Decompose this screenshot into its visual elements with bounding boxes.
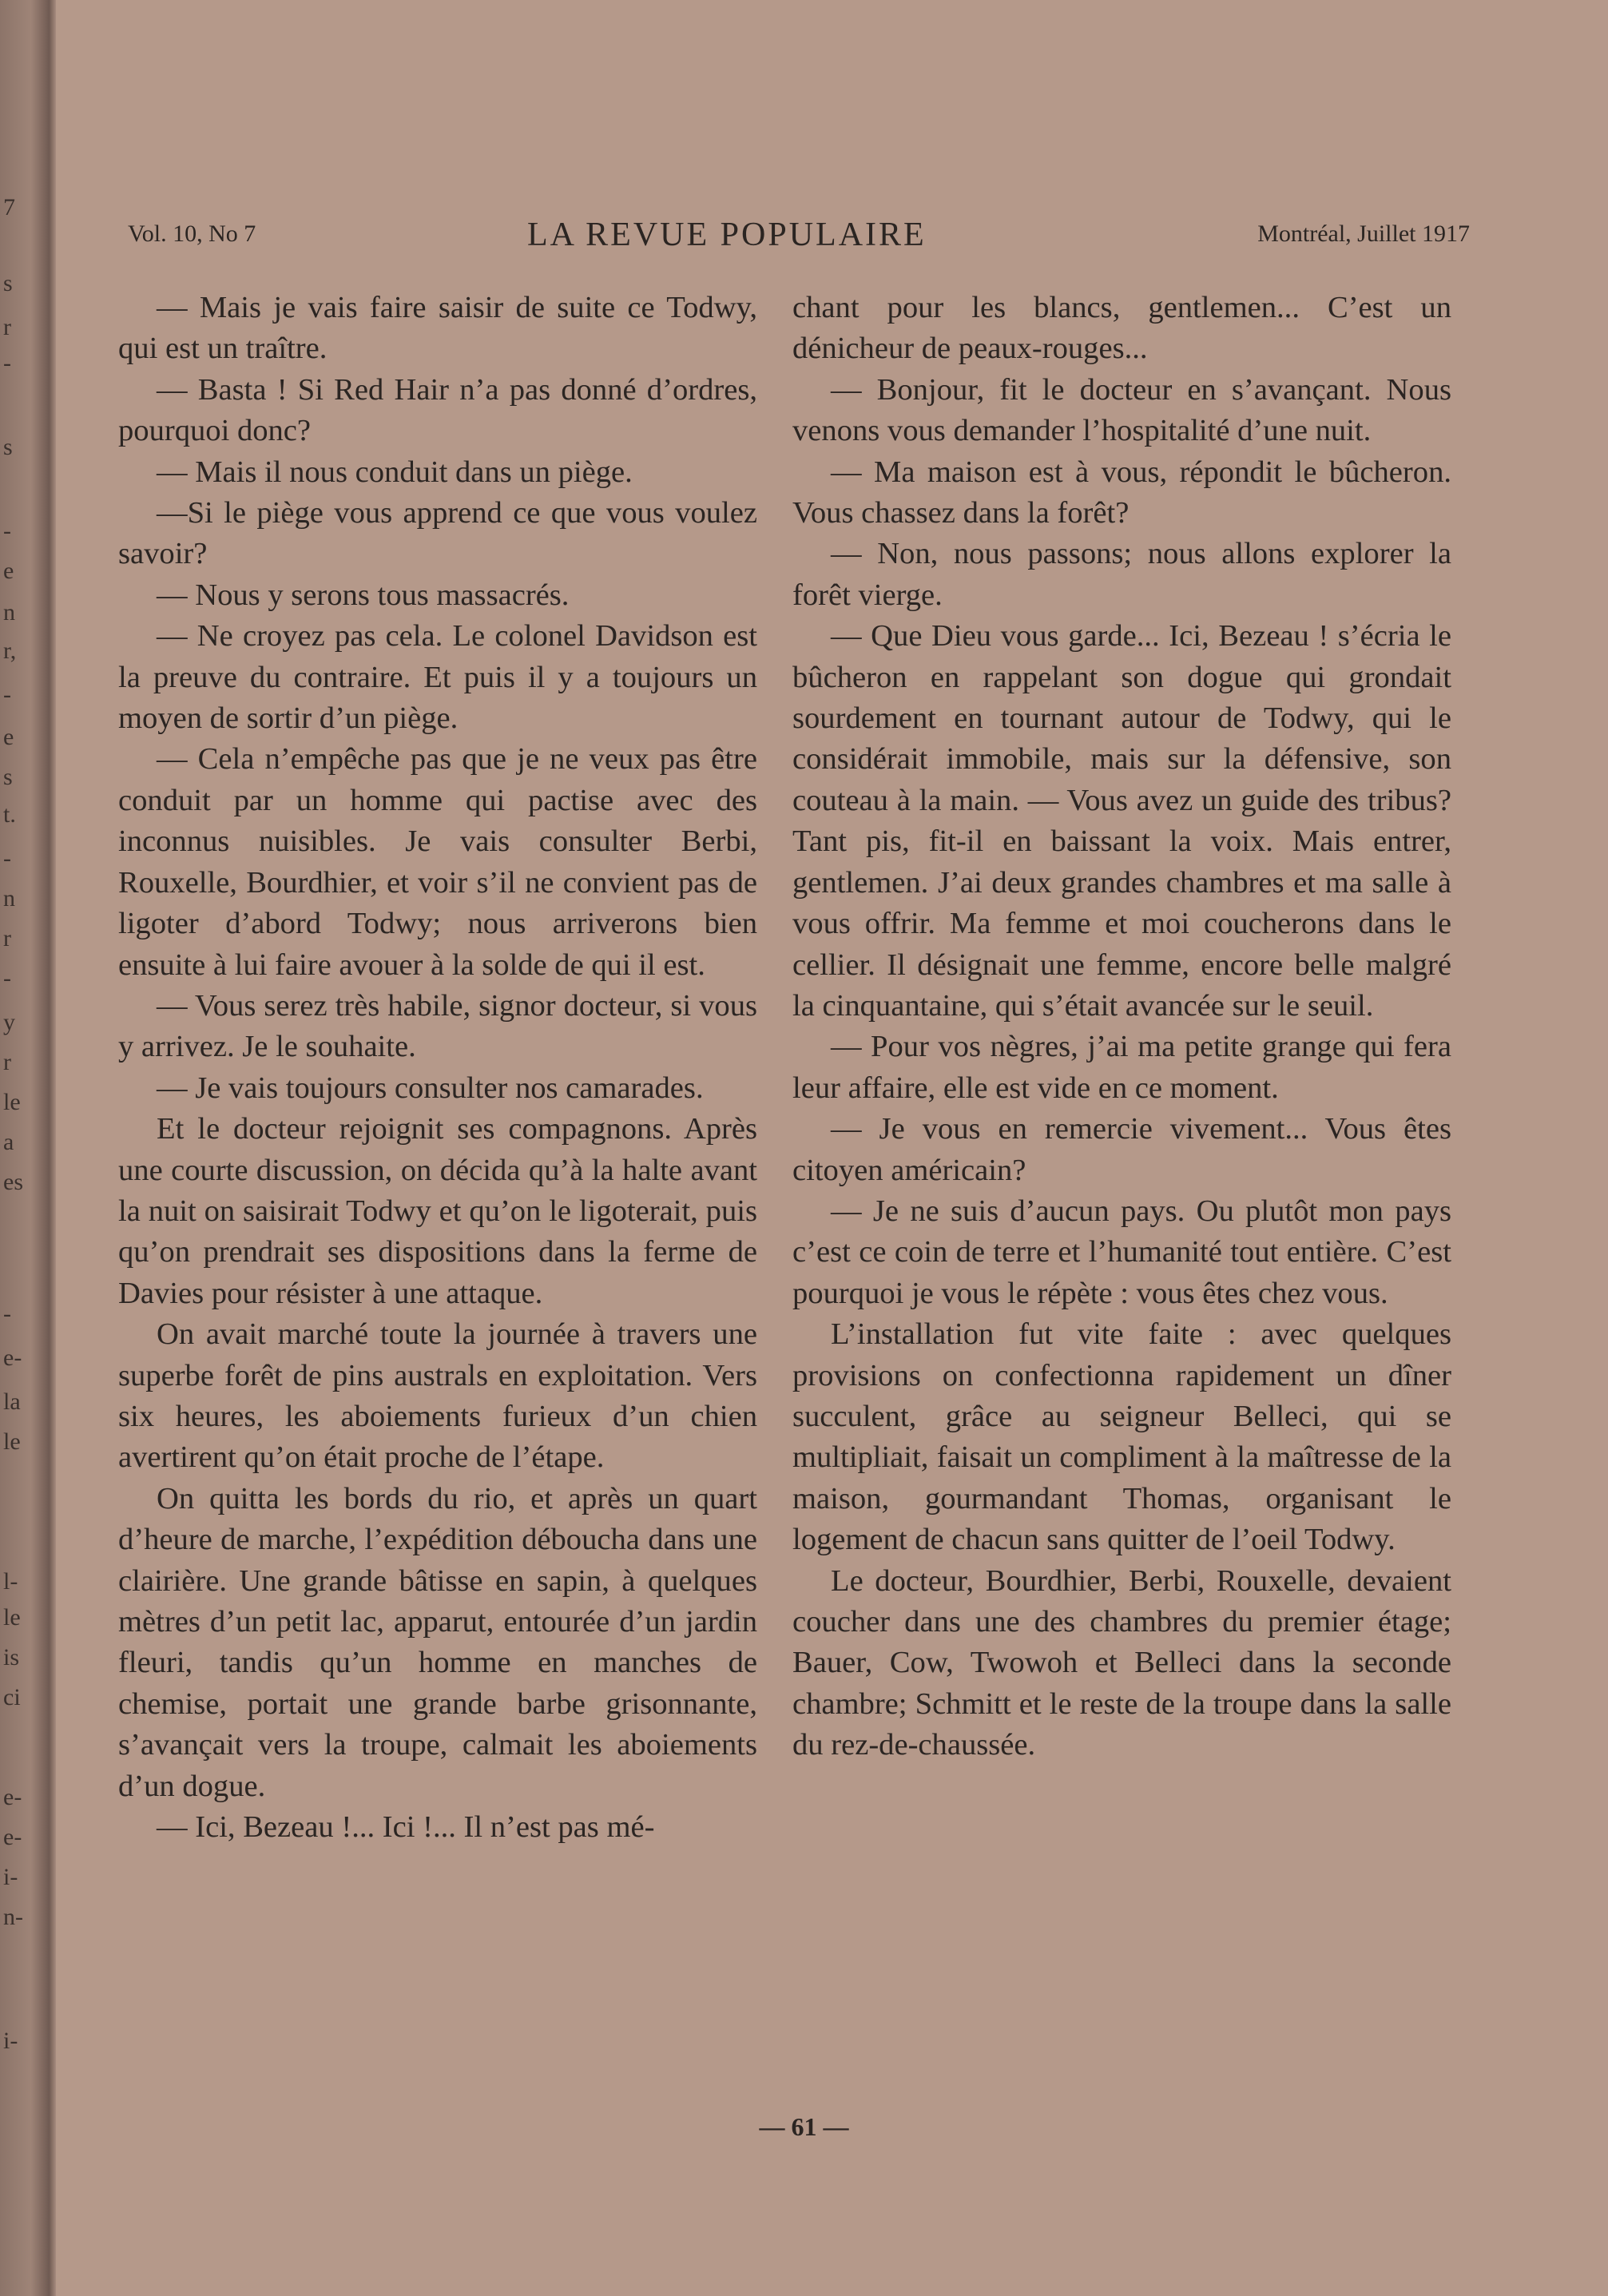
gutter-fragment: n-: [3, 1904, 23, 1930]
gutter-fragment: le: [3, 1089, 21, 1115]
gutter-fragment: -: [3, 965, 11, 991]
gutter-fragment: -: [3, 350, 11, 376]
gutter-fragment: r: [3, 1049, 11, 1075]
paragraph: — Mais il nous conduit dans un piège.: [157, 455, 633, 489]
paragraph: — Pour vos nègres, j’ai ma petite grange qui fera leur affaire, elle est vide en ce moment.: [792, 1030, 1451, 1105]
paragraph: — Ici, Bezeau !... Ici !... Il n’est pas mé-: [157, 1810, 655, 1845]
gutter-fragment: is: [3, 1644, 20, 1670]
gutter-fragment: s: [3, 434, 13, 460]
paragraph: — Nous y serons tous massacrés.: [157, 578, 570, 612]
paragraph: — Ma maison est à vous, répondit le bûcheron. Vous chassez dans la forêt?: [792, 455, 1451, 530]
gutter-fragment: r: [3, 925, 11, 951]
left-column: [118, 288, 757, 1848]
paragraph: — Mais je vais faire saisir de suite ce Todwy, qui est un traître.: [118, 291, 757, 366]
gutter-fragment: -: [3, 681, 11, 708]
paragraph: chant pour les blancs, gentlemen... C’est un dénicheur de peaux-rouges...: [792, 291, 1451, 366]
gutter-fragment: le: [3, 1428, 21, 1455]
gutter-fragment: i-: [3, 1864, 18, 1890]
paragraph: — Je vous en remercie vivement... Vous êtes citoyen américain?: [792, 1112, 1451, 1187]
gutter-fragment: r: [3, 314, 11, 340]
gutter-fragment: i-: [3, 2028, 18, 2054]
gutter-fragment: e: [3, 724, 14, 750]
gutter-fragment: -: [3, 845, 11, 872]
gutter-fragment: l-: [3, 1568, 18, 1595]
paragraph: — Cela n’empêche pas que je ne veux pas être conduit par un homme qui pactise avec des inconnus nuisibles. Je vais consulter Berbi, Rouxelle, Bourdhier, et voir s’il ne convient pas de ligoter d’abord Todwy; nous arriverons bien ensuite à lui faire avouer à la solde de qui il est.: [118, 742, 757, 982]
gutter-fragment: n: [3, 885, 15, 912]
gutter-fragment: t.: [3, 801, 16, 828]
gutter-fragment: e: [3, 558, 14, 584]
paragraph: Le docteur, Bourdhier, Berbi, Rouxelle, devaient coucher dans une des chambres du premier étage; Bauer, Cow, Twowoh et Belleci dans la seconde chambre; Schmitt et le reste de la troupe dans la salle du rez-de-chaussée.: [792, 1563, 1451, 1762]
gutter-fragment: s: [3, 764, 13, 790]
gutter-fragment: -: [3, 518, 11, 544]
gutter-fragment: e-: [3, 1824, 22, 1850]
paragraph: — Ne croyez pas cela. Le colonel Davidson est la preuve du contraire. Et puis il y a toujours un moyen de sortir d’un piège.: [118, 619, 757, 736]
header-title: LA REVUE POPULAIRE: [527, 216, 927, 253]
paragraph: On quitta les bords du rio, et après un quart d’heure de marche, l’expédition déboucha dans une clairière. Une grande bâtisse en sapin, à quelques mètres d’un petit lac, apparut, entourée d’un jardin fleuri, tandis qu’un homme en manches de chemise, portait une grande barbe grisonnante, s’avançait vers la troupe, calmait les aboiements d’un dogue.: [118, 1481, 757, 1803]
paragraph: — Que Dieu vous garde... Ici, Bezeau ! s’écria le bûcheron en rappelant son dogue qui grondait sourdement en tournant autour de Todwy, qui le considérait immobile, mais sur la défensive, son couteau à la main. — Vous avez un guide des tribus? Tant pis, fit-il en baissant la voix. Mais entrer, gentlemen. J’ai deux grandes chambres et ma salle à vous offrir. Ma femme et moi coucherons dans le cellier. Il désignait une femme, encore belle malgré la cinquantaine, qui s’était avancée sur le seuil.: [792, 619, 1451, 1023]
gutter-fragment: es: [3, 1169, 23, 1195]
gutter-fragment: ci: [3, 1684, 21, 1710]
gutter-fragment: e-: [3, 1345, 22, 1371]
gutter-fragment: r,: [3, 638, 17, 664]
paragraph: L’installation fut vite faite : avec quelques provisions on confectionna rapidement un dîner succulent, grâce au seigneur Belleci, qui se multipliait, faisait un compliment à la maîtresse de la maison, gourmandant Thomas, organisant le logement de chacun sans quitter de l’oeil Todwy.: [792, 1317, 1451, 1557]
page-header: [128, 216, 1470, 268]
gutter-fragment: n: [3, 599, 15, 626]
paragraph: — Bonjour, fit le docteur en s’avançant. Nous venons vous demander l’hospitalité d’une nuit.: [792, 372, 1451, 448]
header-date: Montréal, Juillet 1917: [1257, 220, 1470, 247]
gutter-fragment: a: [3, 1129, 14, 1155]
gutter-fragment: s: [3, 270, 13, 296]
gutter-fragment: la: [3, 1388, 21, 1415]
header-volume: Vol. 10, No 7: [128, 220, 256, 247]
right-column: [792, 288, 1451, 1766]
paragraph: — Je ne suis d’aucun pays. Ou plutôt mon pays c’est ce coin de terre et l’humanité tout entière. C’est pourquoi je vous le répète : vous êtes chez vous.: [792, 1194, 1451, 1310]
gutter-fragment: y: [3, 1009, 15, 1035]
paragraph: — Basta ! Si Red Hair n’a pas donné d’ordres, pourquoi donc?: [118, 372, 757, 448]
paragraph: Et le docteur rejoignit ses compagnons. Après une courte discussion, on décida qu’à la halte avant la nuit on saisirait Todwy et qu’on le ligoterait, puis qu’on prendrait ses dispositions dans la ferme de Davies pour résister à une attaque.: [118, 1112, 757, 1310]
paragraph: — Non, nous passons; nous allons explorer la forêt vierge.: [792, 537, 1451, 612]
paragraph: —Si le piège vous apprend ce que vous voulez savoir?: [118, 496, 757, 571]
gutter-fragment: e-: [3, 1784, 22, 1810]
gutter-fragment: -: [3, 1301, 11, 1327]
paragraph: — Vous serez très habile, signor docteur, si vous y arrivez. Je le souhaite.: [118, 988, 757, 1064]
gutter-fragment: le: [3, 1604, 21, 1631]
page-number: — 61 —: [759, 2112, 849, 2141]
paragraph: — Je vais toujours consulter nos camarades.: [157, 1071, 704, 1105]
gutter-fragment: 7: [3, 194, 15, 220]
paragraph: On avait marché toute la journée à travers une superbe forêt de pins australs en exploitation. Vers six heures, les aboiements furieux d’un chien avertirent qu’on était proche de l’étape.: [118, 1317, 757, 1475]
